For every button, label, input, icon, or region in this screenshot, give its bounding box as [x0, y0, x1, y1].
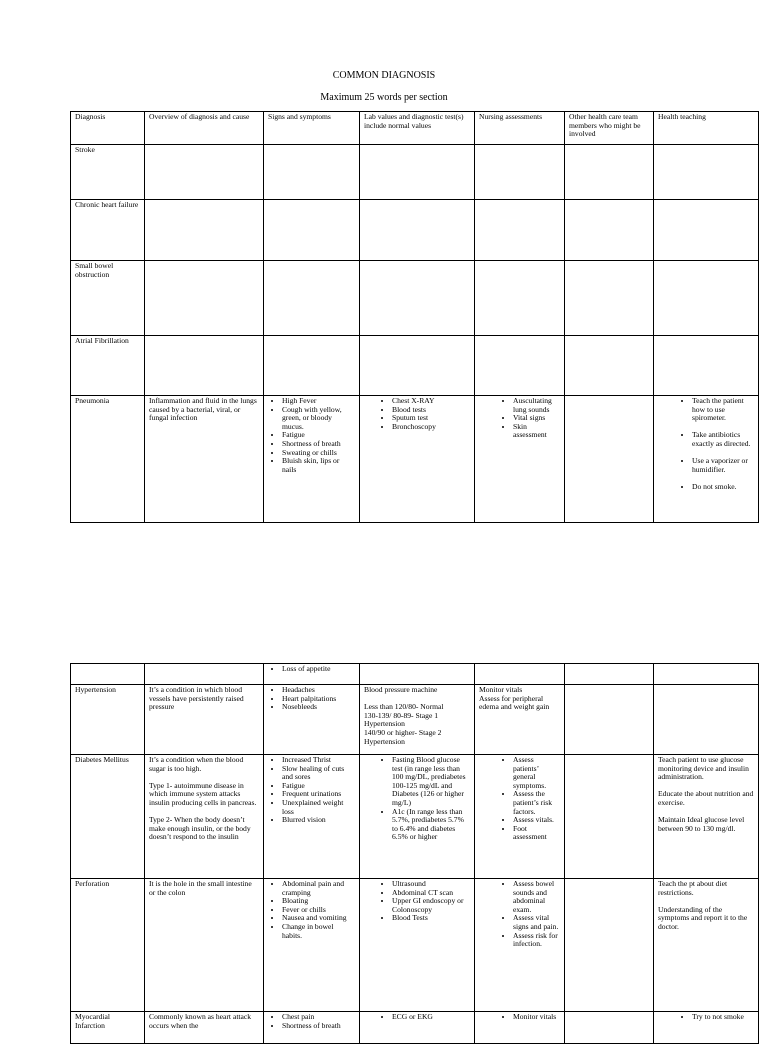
text-line: Understanding of the symptoms and report it to the doctor. [658, 904, 748, 931]
list-item: • Bluish skin, lips or nails [282, 457, 355, 474]
labs-cell [360, 396, 475, 523]
list-item: • Shortness of breath [282, 1022, 355, 1031]
list-item: • Blood tests [392, 406, 470, 415]
table-row [71, 879, 759, 1012]
list-item: • Bloating [282, 897, 355, 906]
diagnosis-name: Stroke [71, 145, 145, 200]
signs-cell [264, 396, 360, 523]
list-item: • Nosebleeds [282, 703, 355, 712]
header-cell: Other health care team members who might be involved [565, 112, 654, 145]
diagnosis-table-page-1 [70, 111, 759, 523]
text-line: 130-139/ 80-89- Stage 1 Hypertension [364, 710, 439, 729]
list-item: • Sweating or chills [282, 449, 355, 458]
list-item: • Heart palpitations [282, 695, 355, 704]
list-item: • Bronchoscopy [392, 423, 470, 432]
nursing-cell [475, 879, 565, 1012]
list-item: • Assess vitals. [513, 816, 560, 825]
teaching-cell [654, 1012, 759, 1044]
list-item: • Frequent urinations [282, 790, 355, 799]
list-item: • Sputum test [392, 414, 470, 423]
header-cell: Health teaching [654, 112, 759, 145]
text-line: Maintain Ideal glucose level between 90 to 130 mg/dl. [658, 815, 745, 833]
table-row [71, 755, 759, 879]
signs-cell [264, 685, 360, 755]
table-row [71, 261, 759, 336]
header-cell: Overview of diagnosis and cause [145, 112, 264, 145]
overview-cell: Commonly known as heart attack occurs when the [145, 1012, 264, 1044]
list-item: • Try to not smoke [692, 1013, 754, 1022]
signs-cell [264, 664, 360, 685]
header-cell: Nursing assessments [475, 112, 565, 145]
header-cell: Lab values and diagnostic test(s) include normal values [360, 112, 475, 145]
nursing-cell [475, 685, 565, 755]
list-item: • Upper GI endoscopy or Colonoscopy [392, 897, 470, 914]
list-item: • Cough with yellow, green, or bloody mucus. [282, 406, 355, 432]
list-item: • Blurred vision [282, 816, 355, 825]
table-row [71, 336, 759, 396]
text-line: Assess for peripheral edema and weight gain [479, 693, 550, 712]
nursing-cell [475, 396, 565, 523]
overview-cell [145, 755, 264, 879]
list-item: • Assess the patient’s risk factors. [513, 790, 560, 816]
signs-cell [264, 879, 360, 1012]
teaching-cell [654, 879, 759, 1012]
nursing-cell [475, 755, 565, 879]
list-item: • Unexplained weight loss [282, 799, 355, 816]
list-item: • Assess risk for infection. [513, 932, 560, 949]
labs-cell [360, 879, 475, 1012]
diagnosis-name: Chronic heart failure [71, 200, 145, 261]
list-item: • Auscultating lung sounds [513, 397, 560, 414]
table-row [71, 145, 759, 200]
header-cell: Signs and symptoms [264, 112, 360, 145]
text-line: Educate the about nutrition and exercise. [658, 789, 754, 807]
diagnosis-name: Small bowel obstruction [71, 261, 145, 336]
list-item: • Do not smoke. [692, 483, 754, 492]
table-row [71, 1012, 759, 1044]
labs-cell [360, 1012, 475, 1044]
list-item: • Fatigue [282, 431, 355, 440]
overview-cell: It is the hole in the small intestine or the colon [145, 879, 264, 1012]
list-item: • Fever or chills [282, 906, 355, 915]
diagnosis-name: Pneumonia [71, 396, 145, 523]
list-item: • Ultrasound [392, 880, 470, 889]
nursing-cell [475, 1012, 565, 1044]
diagnosis-name: Atrial Fibrillation [71, 336, 145, 396]
list-item: • Nausea and vomiting [282, 914, 355, 923]
diagnosis-name: Diabetes Mellitus [71, 755, 145, 879]
table-header-row [71, 112, 759, 145]
list-item: • Use a vaporizer or humidifier. [692, 457, 754, 474]
table-row [71, 685, 759, 755]
teaching-cell [654, 755, 759, 879]
text-line: Blood pressure machine [364, 685, 438, 694]
list-item: • Take antibiotics exactly as directed. [692, 431, 754, 448]
text-line: Less than 120/80- Normal [364, 702, 444, 712]
text-line: Teach the pt about diet restrictions. [658, 879, 728, 897]
text-line: Teach patient to use glucose monitoring device and insulin administration. [658, 755, 749, 782]
list-item: • Blood Tests [392, 914, 470, 923]
overview-cell: It’s a condition in which blood vessels have persistently raised pressure [145, 685, 264, 755]
list-item: • Vital signs [513, 414, 560, 423]
list-item: • A1c (In range less than 5.7%, prediabetes 5.7% to 6.4% and diabetes 6.5% or higher [392, 808, 470, 842]
list-item: • Shortness of breath [282, 440, 355, 449]
diagnosis-name: Myocardial Infarction [71, 1012, 145, 1044]
labs-cell [360, 755, 475, 879]
page-subtitle: Maximum 25 words per section [320, 92, 448, 103]
text-line: Monitor vitals [479, 685, 523, 694]
list-item: • High Fever [282, 397, 355, 406]
overview-cell: Inflammation and fluid in the lungs caused by a bacterial, viral, or fungal infection [145, 396, 264, 523]
list-item: • Loss of appetite [282, 665, 355, 674]
diagnosis-table-page-2 [70, 663, 759, 1044]
list-item: • Fasting Blood glucose test (in range less than 100 mg/DL, prediabetes 100-125 mg/dL and Diabetes (126 or higher mg/L) [392, 756, 470, 808]
list-item: • Chest X-RAY [392, 397, 470, 406]
list-item: • Slow healing of cuts and sores [282, 765, 355, 782]
signs-cell [264, 1012, 360, 1044]
list-item: • Abdominal CT scan [392, 889, 470, 898]
header-cell: Diagnosis [71, 112, 145, 145]
list-item: • Headaches [282, 686, 355, 695]
list-item: • Chest pain [282, 1013, 355, 1022]
table-row [71, 200, 759, 261]
diagnosis-name: Perforation [71, 879, 145, 1012]
diagnosis-name: Hypertension [71, 685, 145, 755]
list-item: • Increased Thrist [282, 756, 355, 765]
text-line: 140/90 or higher- Stage 2 Hypertension [364, 727, 442, 746]
teaching-cell [654, 396, 759, 523]
text-line: It’s a condition when the blood sugar is too high. [149, 755, 244, 773]
text-line: Type 2- When the body doesn’t make enough insulin, or the body doesn’t respond to the insulin [149, 815, 251, 842]
list-item: • Skin assessment [513, 423, 560, 440]
list-item: • Fatigue [282, 782, 355, 791]
labs-cell [360, 685, 475, 755]
list-item: • Assess patients’ general symptoms. [513, 756, 560, 790]
list-item: • Foot assessment [513, 825, 560, 842]
list-item: • Change in bowel habits. [282, 923, 355, 940]
list-item: • ECG or EKG [392, 1013, 470, 1022]
list-item: • Assess vital signs and pain. [513, 914, 560, 931]
page-title: COMMON DIAGNOSIS [332, 70, 436, 81]
text-line: Type 1- autoimmune disease in which immune system attacks insulin producing cells in pancreas. [149, 780, 257, 807]
list-item: • Monitor vitals [513, 1013, 560, 1022]
list-item: • Assess bowel sounds and abdominal exam. [513, 880, 560, 914]
list-item: • Teach the patient how to use spirometer. [692, 397, 754, 423]
table-row [71, 664, 759, 685]
list-item: • Abdominal pain and cramping [282, 880, 355, 897]
table-row [71, 396, 759, 523]
signs-cell [264, 755, 360, 879]
